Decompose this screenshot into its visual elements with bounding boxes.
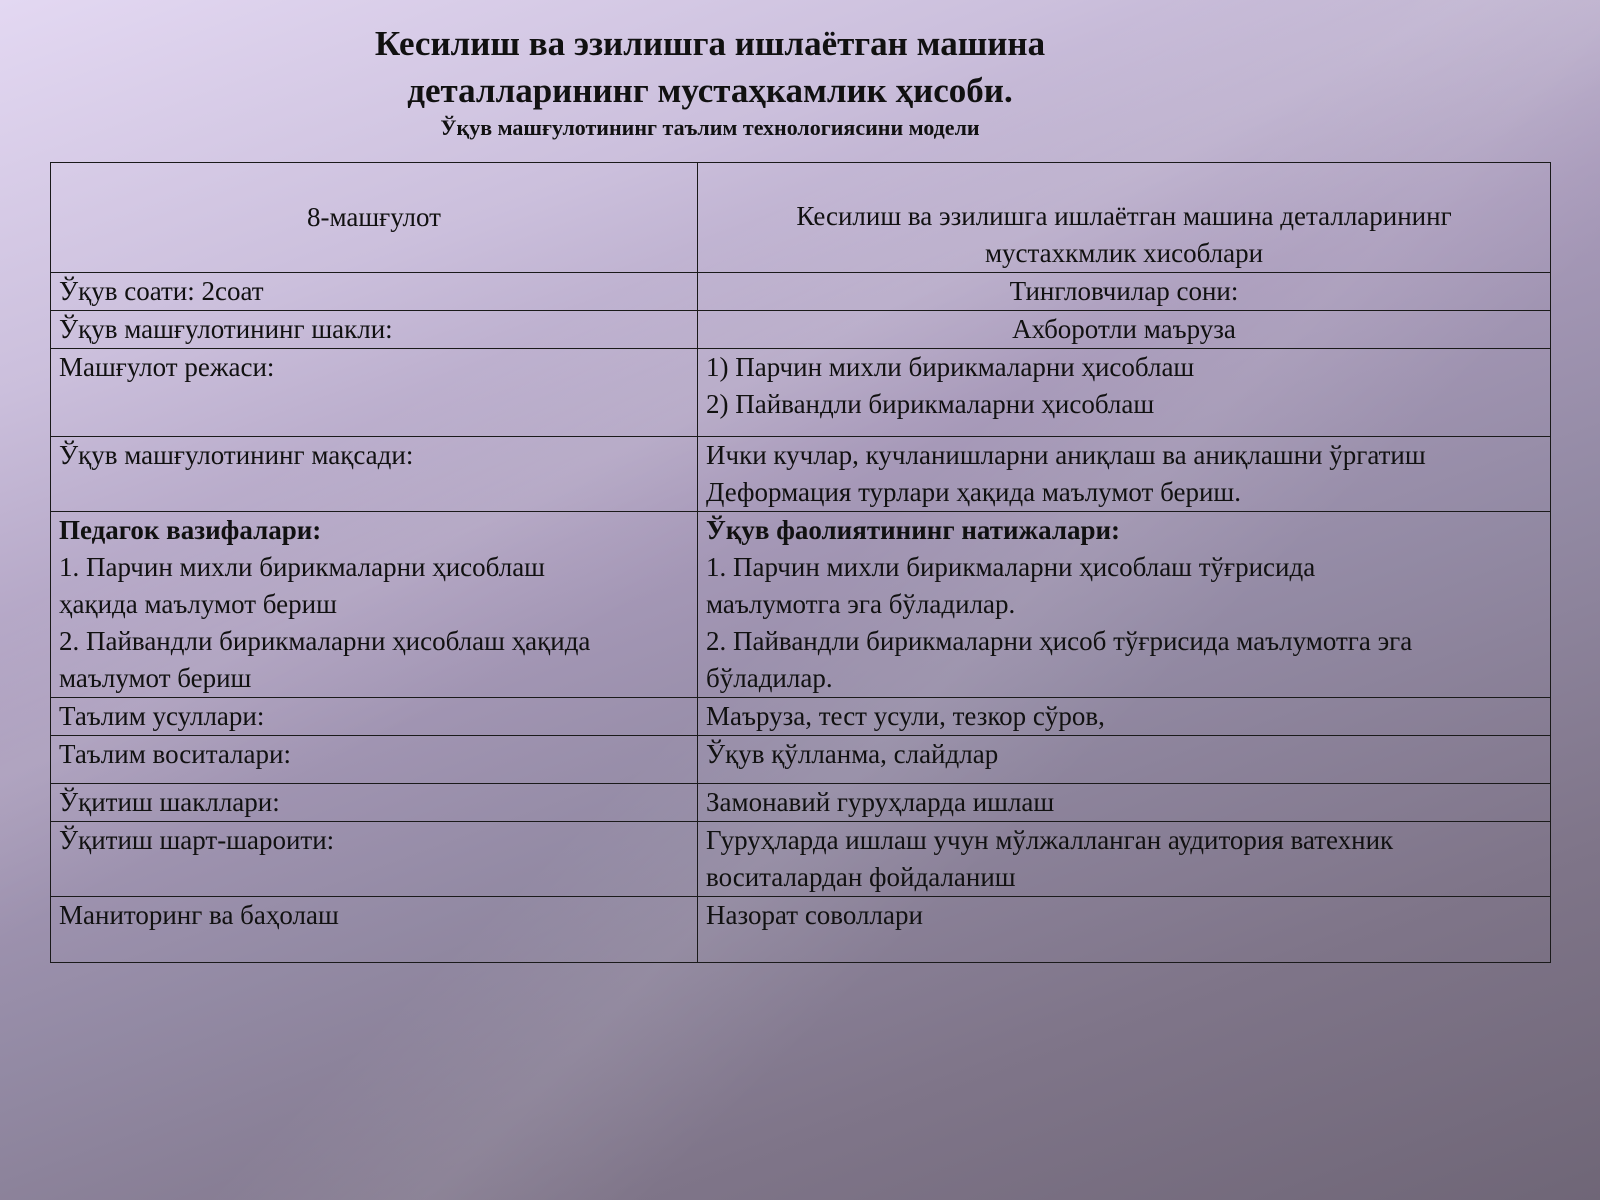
row-label: Ўқитиш шакллари: [51,784,698,822]
table-row [51,512,1551,698]
table-row [51,736,1551,784]
plan-item-1: 1) Парчин михли бирикмаларни ҳисоблаш [706,352,1195,382]
row-value: Назорат соволлари [698,897,1551,963]
row-value [698,822,1551,897]
teacher-task-line: маълумот бериш [59,663,252,693]
row-value [698,437,1551,512]
header-left-cell [51,163,698,273]
row-label: Ўқитиш шарт-шароити: [51,822,698,897]
plan-item-2: 2) Пайвандли бирикмаларни ҳисоблаш [706,389,1155,419]
slide-title [0,20,1420,142]
row-value: Тингловчилар сони: [698,273,1551,311]
teacher-task-line: 2. Пайвандли бирикмаларни ҳисоблаш ҳақида [59,626,591,656]
row-label: Ўқув машғулотининг мақсади: [51,437,698,512]
table-row [51,897,1551,963]
row-value: Ўқув қўлланма, слайдлар [698,736,1551,784]
row-label: Ўқув машғулотининг шакли: [51,311,698,349]
teacher-task-line: ҳақида маълумот бериш [59,589,337,619]
goal-line-2: Деформация турлари ҳақида маълумот бериш. [706,477,1241,507]
lesson-topic-line-2: мустахкмлик хисоблари [984,238,1264,268]
learning-result-line: 1. Парчин михли бирикмаларни ҳисоблаш тўғрисида [706,552,1316,582]
teacher-task-line: 1. Парчин михли бирикмаларни ҳисоблаш [59,552,545,582]
table-row [51,311,1551,349]
table-row [51,698,1551,736]
teacher-tasks-cell [51,512,698,698]
row-label: Маниторинг ва баҳолаш [51,897,698,963]
row-value [698,349,1551,437]
learning-results-heading: Ўқув фаолиятининг натижалари: [706,515,1121,545]
title-line-1: Кесилиш ва эзилишга ишлаётган машина [374,24,1046,63]
subtitle: Ўқув машғулотининг таълим технологиясини модели [440,115,980,140]
row-value: Маъруза, тест усули, тезкор сўров, [698,698,1551,736]
row-value: Замонавий гуруҳларда ишлаш [698,784,1551,822]
lesson-number: 8-машғулот [307,202,441,232]
title-line-2: деталларининг мустаҳкамлик ҳисоби. [407,71,1013,110]
header-right-cell [698,163,1551,273]
conditions-line-2: воситалардан фойдаланиш [706,862,1016,892]
table-row [51,349,1551,437]
learning-result-line: маълумотга эга бўладилар. [706,589,1016,619]
row-value: Ахборотли маъруза [698,311,1551,349]
learning-result-line: 2. Пайвандли бирикмаларни ҳисоб тўғрисида маълумотга эга [706,626,1413,656]
teacher-tasks-heading: Педагок вазифалари: [59,515,322,545]
row-label: Ўқув соати: 2соат [51,273,698,311]
table-row [51,784,1551,822]
row-label: Машғулот режаси: [51,349,698,437]
table-row [51,273,1551,311]
lesson-plan-table [50,162,1551,963]
conditions-line-1: Гуруҳларда ишлаш учун мўлжалланган аудитория ватехник [706,825,1394,855]
table-row [51,822,1551,897]
lesson-topic-line-1: Кесилиш ва эзилишга ишлаётган машина деталларининг [796,201,1452,231]
table-row-header [51,163,1551,273]
row-label: Таълим воситалари: [51,736,698,784]
learning-result-line: бўладилар. [706,663,833,693]
goal-line-1: Ички кучлар, кучланишларни аниқлаш ва аниқлашни ўргатиш [706,440,1426,470]
learning-results-cell [698,512,1551,698]
table-row [51,437,1551,512]
row-label: Таълим усуллари: [51,698,698,736]
